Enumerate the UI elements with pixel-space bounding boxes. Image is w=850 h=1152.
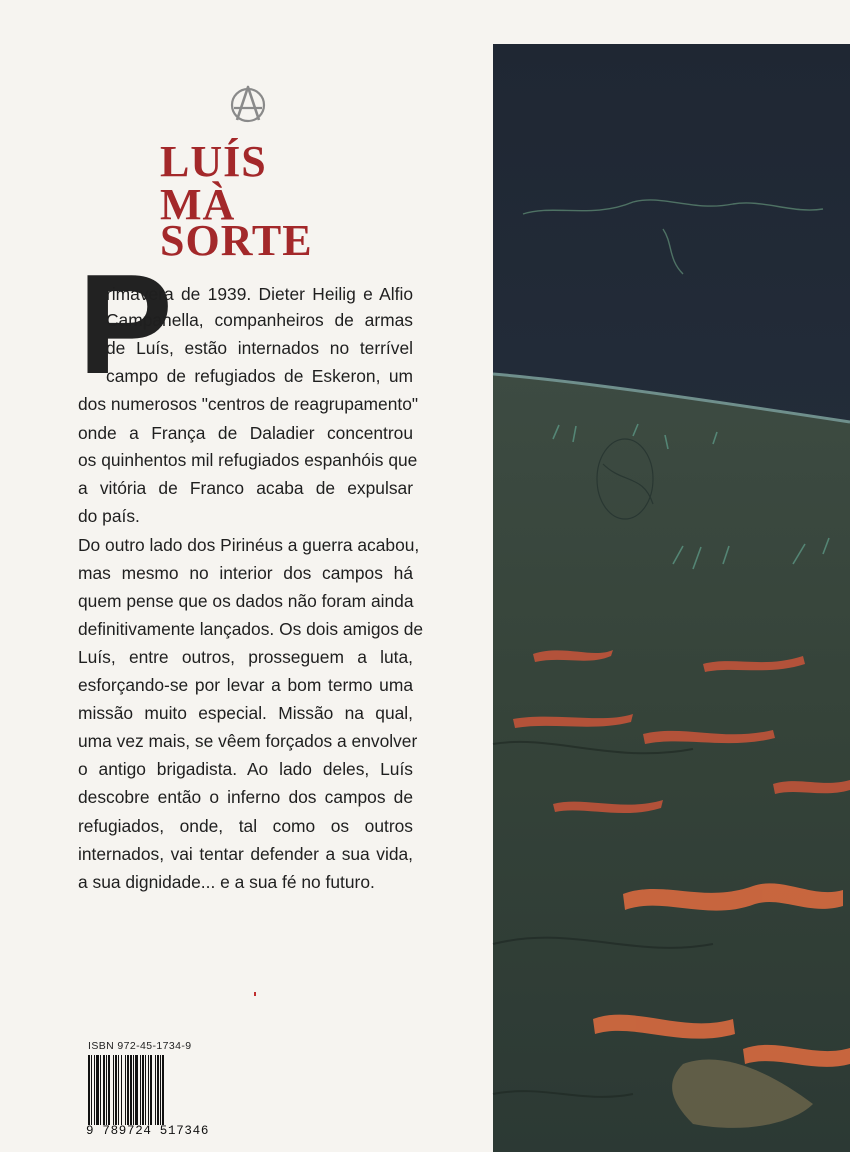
synopsis-line: campo de refugiados de Eskeron, um xyxy=(106,366,413,386)
title-line-2: MÀ xyxy=(160,180,236,229)
synopsis-line: rimavera de 1939. Dieter Heilig e Alfio xyxy=(106,284,413,304)
synopsis-line: internados, vai tentar defender a sua vida, xyxy=(78,844,413,864)
synopsis-line: quem pense que os dados não foram ainda xyxy=(78,591,414,611)
synopsis-line: uma vez mais, se vêem forçados a envolver xyxy=(78,731,418,751)
synopsis-line: Do outro lado dos Pirinéus a guerra acabou, xyxy=(78,535,420,555)
synopsis-line: mas mesmo no interior dos campos há xyxy=(78,563,413,583)
synopsis-line: onde a França de Daladier concentrou xyxy=(78,423,413,443)
isbn-label: ISBN 972-45-1734-9 xyxy=(88,1040,192,1052)
barcode-digits: 9 789724 517346 xyxy=(86,1124,210,1138)
synopsis-line: dos numerosos "centros de reagrupamento" xyxy=(78,394,419,414)
title-line-1: LUÍS xyxy=(160,137,267,186)
synopsis-line: Luís, entre outros, prosseguem a luta, xyxy=(78,647,413,667)
title-line-3: SORTE xyxy=(160,216,313,265)
anarchy-a-icon xyxy=(228,84,268,124)
drop-cap: P xyxy=(78,245,173,404)
synopsis-line: a sua dignidade... e a sua fé no futuro. xyxy=(78,872,375,892)
synopsis-line: do país. xyxy=(78,506,140,526)
synopsis-line: os quinhentos mil refugiados espanhóis que xyxy=(78,450,418,470)
synopsis-line: Campanella, companheiros de armas xyxy=(106,310,413,330)
synopsis-line: definitivamente lançados. Os dois amigos de xyxy=(78,619,424,639)
synopsis-line: o antigo brigadista. Ao lado deles, Luís xyxy=(78,759,413,779)
barcode xyxy=(86,1055,200,1125)
synopsis-line: missão muito especial. Missão na qual, xyxy=(78,703,413,723)
synopsis-line: refugiados, onde, tal como os outros xyxy=(78,816,413,836)
synopsis-line: a vitória de Franco acaba de expulsar xyxy=(78,478,413,498)
synopsis-line: esforçando-se por levar a bom termo uma xyxy=(78,675,413,695)
synopsis-line: descobre então o inferno dos campos de xyxy=(78,787,413,807)
print-mark xyxy=(254,992,256,996)
synopsis-line: de Luís, estão internados no terrível xyxy=(106,338,413,358)
night-field-painting xyxy=(493,44,850,1152)
